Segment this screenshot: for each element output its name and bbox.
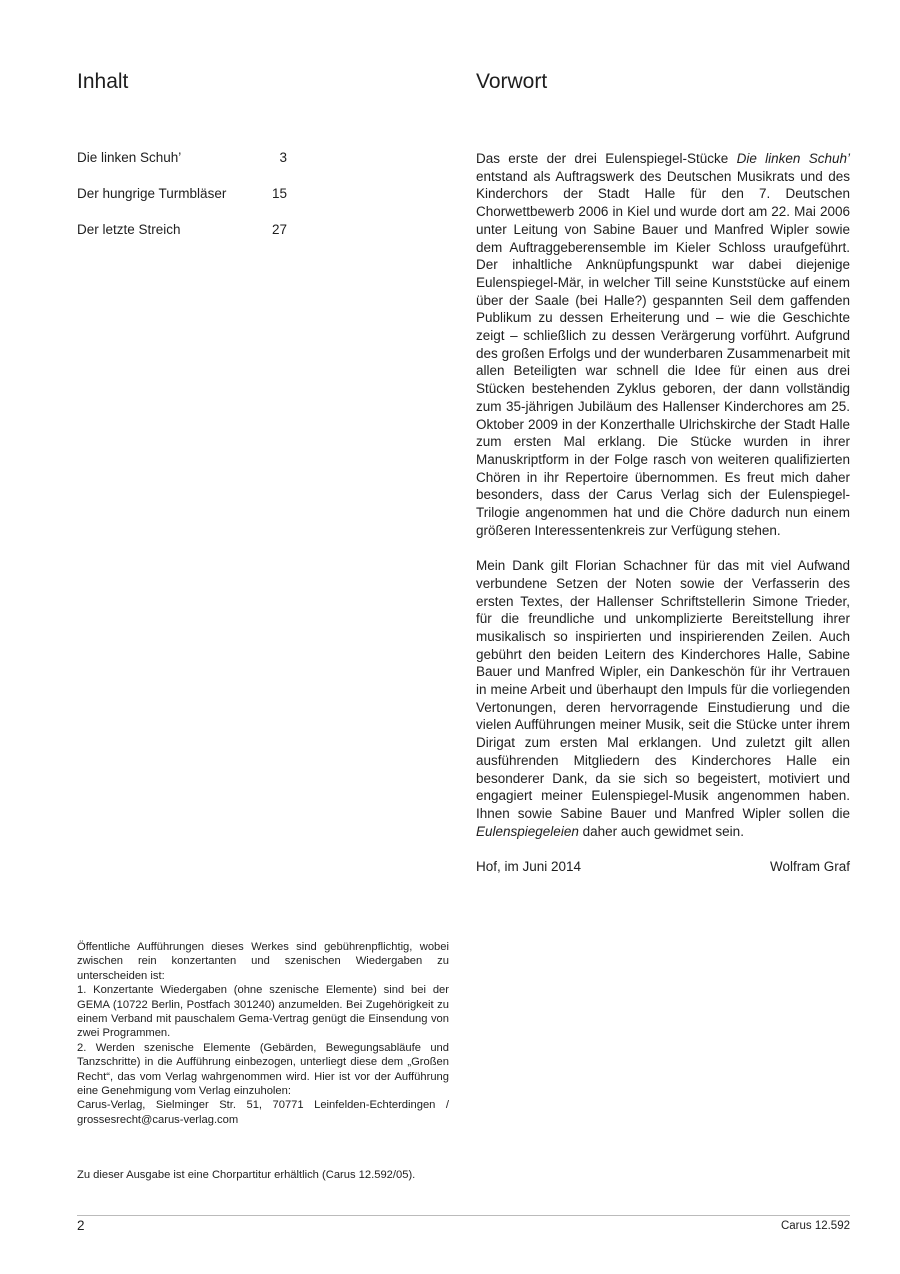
foreword-p2-text-b: daher auch gewidmet sein.: [578, 823, 744, 839]
notice-contact: Carus-Verlag, Sielminger Str. 51, 70771 Leinfelden-Echterdingen / grossesrecht@carus-verlag.com: [77, 1099, 449, 1126]
page-number: 2: [77, 1218, 85, 1233]
toc-entry[interactable]: [77, 150, 287, 186]
signature-line: [476, 858, 850, 876]
toc-entry-title: Der hungrige Turmbläser: [77, 186, 227, 201]
toc-heading: Inhalt: [77, 70, 129, 93]
toc-entry-page: 3: [279, 150, 287, 165]
notice-item-2: 2. Werden szenische Elemente (Gebärden, Bewegungsabläufe und Tanzschritte) in die Aufführung einbezogen, unterliegt diese dem „Großen Recht“, das vom Verlag wahrgenommen wird. Hier ist vor der Aufführung eine Genehmigung vom Verlag einzuholen:: [77, 1041, 449, 1098]
foreword-heading: Vorwort: [476, 70, 548, 93]
catalog-number: Carus 12.592: [780, 1220, 850, 1232]
toc-entry-page: 27: [271, 222, 287, 237]
foreword-body: [476, 150, 850, 876]
foreword-paragraph-2: [476, 557, 850, 840]
choral-score-availability: Zu dieser Ausgabe ist eine Chorpartitur erhältlich (Carus 12.592/05).: [77, 1169, 416, 1181]
foreword-paragraph-1: [476, 150, 850, 539]
performance-rights-notice: [77, 940, 449, 1127]
foreword-p2-text-a: Mein Dank gilt Florian Schachner für das mit viel Aufwand verbundene Setzen der Noten sowie der Verfasserin des ersten Textes, der Hallenser Schriftstellerin Simone Trieder, für die freundliche und unkomplizierte Bereitstellung ihrer musikalisch so inspirierten und inspirierenden Zeilen. Auch gebührt den beiden Leitern des Kinderchores Halle, Sabine Bauer und Manfred Wipler, ein Dankeschön für ihr Vertrauen in meine Arbeit und überhaupt den Impuls für die vorliegenden Vertonungen, deren hervorragende Einstudierung und die vielen Aufführungen meiner Musik, seit die Stücke unter ihrem Dirigat zum ersten Mal erklangen. Und zuletzt gilt allen ausführenden Mitgliedern des Kinderchores Halle ein besonderer Dank, da sie sich so begeistert, motiviert und engagiert meiner Eulenspiegel-Musik angenommen haben. Ihnen sowie Sabine Bauer und Manfred Wipler sollen die: [476, 558, 850, 821]
notice-intro: Öffentliche Aufführungen dieses Werkes sind gebührenpflichtig, wobei zwischen rein konzertanten und szenischen Wiedergaben zu unterscheiden ist:: [77, 941, 449, 982]
place-date: Hof, im Juni 2014: [476, 859, 582, 875]
foreword-p1-text-b: entstand als Auftragswerk des Deutschen Musikrats und des Kinderchors der Stadt Halle für den 7. Deutschen Chorwettbewerb 2006 in Kiel und wurde dort am 22. Mai 2006 unter Leitung von Sabine Bauer und Manfred Wipler sowie dem Auftraggeberensemble im Kieler Schloss uraufgeführt. Der inhaltliche Anknüpfungspunkt war dabei diejenige Eulenspiegel-Mär, in welcher Till seine Kunststücke auf einem über der Saale (bei Halle?) gespannten Seil dem gaffenden Publikum zu dessen Erheiterung und – wie die Geschichte zeigt – schließlich zu dessen Verärgerung vorführt. Aufgrund des großen Erfolgs und der wunderbaren Zusammenarbeit mit allen Beteiligten war schnell die Idee für einen aus drei Stücken bestehenden Zyklus geboren, der dann vollständig zum 35-jährigen Jubiläum des Hallenser Kinderchores am 25. Oktober 2009 in der Konzerthalle Ulrichskirche der Stadt Halle zum ersten Mal erklang. Die Stücke wurden in ihrer Manuskriptform in der Folge rasch von weiteren qualifizierten Chören in ihr Repertoire übernommen. Es freut mich daher besonders, dass der Carus Verlag sich der Eulenspiegel-Trilogie angenommen hat und die Chöre dadurch nun einem größeren Interessentenkreis zur Verfügung stehen.: [476, 168, 850, 538]
toc-entry[interactable]: [77, 186, 287, 222]
toc-entry-title: Der letzte Streich: [77, 222, 181, 237]
toc-entry[interactable]: [77, 222, 287, 258]
foreword-p1-italic-title: Die linken Schuh’: [736, 151, 851, 166]
author-name: Wolfram Graf: [769, 859, 850, 875]
table-of-contents: [77, 150, 287, 258]
foreword-p1-text-a: Das erste der drei Eulenspiegel-Stücke: [476, 151, 737, 166]
foreword-p2-italic-title: Eulenspiegeleien: [476, 823, 579, 839]
toc-entry-page: 15: [271, 186, 287, 201]
notice-item-1: 1. Konzertante Wiedergaben (ohne szenische Elemente) sind bei der GEMA (10722 Berlin, Postfach 301240) anzumelden. Bei Zugehörigkeit zu einem Verband mit pauschalem Gema-Vertrag genügt die Einsendung von zwei Programmen.: [77, 984, 449, 1040]
toc-entry-title: Die linken Schuh’: [77, 150, 182, 165]
footer-divider: [77, 1215, 850, 1216]
